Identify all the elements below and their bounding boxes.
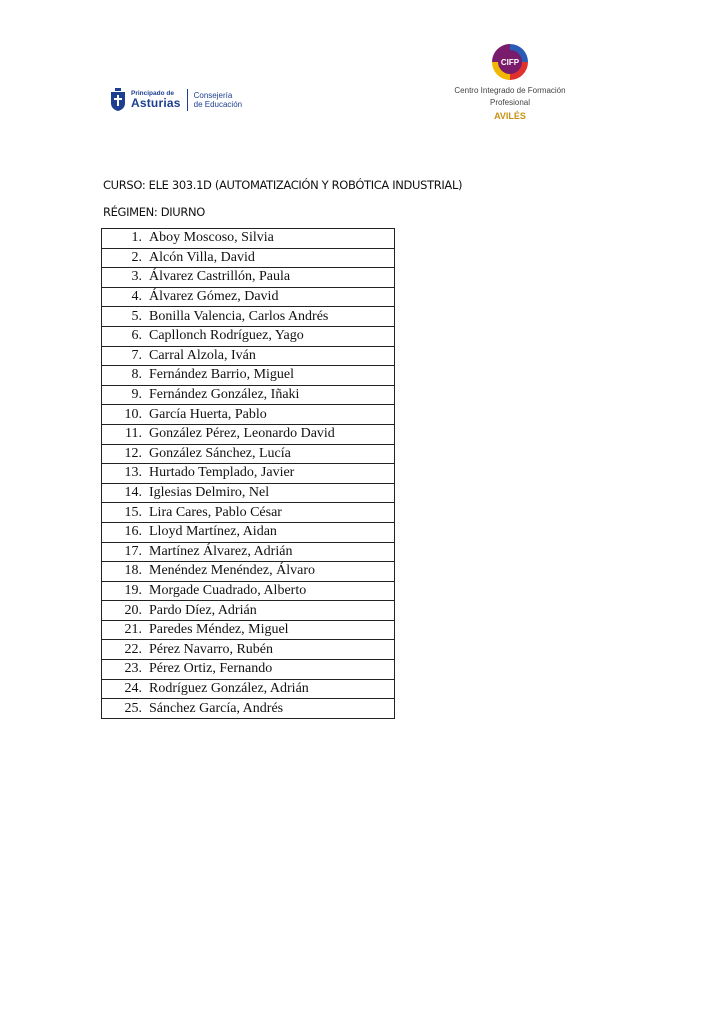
student-name: Martínez Álvarez, Adrián [149,543,293,559]
table-row [102,660,395,680]
student-number: 23. [124,661,142,677]
table-row [102,424,395,444]
student-name: Álvarez Castrillón, Paula [149,269,291,285]
student-cell [102,248,395,268]
student-name: Aboy Moscoso, Silvia [149,230,274,246]
student-number: 20. [124,602,142,618]
logo-consejeria: Consejería [193,90,233,100]
cifp-logo [440,42,580,123]
student-cell [102,483,395,503]
student-number: 1. [131,230,142,246]
student-cell [102,424,395,444]
student-name: García Huerta, Pablo [149,406,267,422]
student-name: Bonilla Valencia, Carlos Andrés [149,308,329,324]
student-cell [102,307,395,327]
student-number: 13. [124,465,142,481]
student-cell [102,287,395,307]
student-cell [102,346,395,366]
asturias-logo [110,88,242,112]
student-number: 3. [131,269,142,285]
student-cell [102,444,395,464]
student-number: 5. [131,308,142,324]
student-cell [102,679,395,699]
student-name: Alcón Villa, David [149,249,255,265]
logo-principado: Principado de [131,89,174,97]
student-name: Lloyd Martínez, Aidan [149,524,277,540]
table-row [102,581,395,601]
student-number: 7. [131,347,142,363]
student-cell [102,268,395,288]
table-row [102,268,395,288]
student-name: Iglesias Delmiro, Nel [149,485,270,501]
table-row [102,483,395,503]
table-row [102,503,395,523]
table-row [102,444,395,464]
student-cell [102,640,395,660]
cifp-name-line2: Profesional [489,98,531,107]
student-name: Capllonch Rodríguez, Yago [149,328,304,344]
student-number: 11. [125,426,142,442]
student-cell [102,542,395,562]
table-row [102,640,395,660]
cifp-emblem-icon [490,42,530,82]
student-number: 16. [124,524,142,540]
table-row [102,699,395,719]
student-number: 9. [131,387,142,403]
student-cell [102,620,395,640]
student-name: Morgade Cuadrado, Alberto [149,582,307,598]
student-number: 19. [124,582,142,598]
table-row [102,620,395,640]
student-number: 17. [124,543,142,559]
student-number: 10. [124,406,142,422]
student-number: 12. [124,445,142,461]
course-heading: CURSO: ELE 303.1D (AUTOMATIZACIÓN Y ROBÓTICA INDUSTRIAL) [103,178,463,192]
cifp-name-line1: Centro Integrado de Formación [454,86,566,95]
student-number: 14. [124,485,142,501]
student-cell [102,699,395,719]
table-row [102,326,395,346]
student-cell [102,326,395,346]
student-name: González Pérez, Leonardo David [149,426,335,442]
table-row [102,679,395,699]
student-cell [102,366,395,386]
student-cell [102,660,395,680]
table-row [102,287,395,307]
regime-heading: RÉGIMEN: DIURNO [103,205,205,219]
table-row [102,346,395,366]
student-name: Carral Alzola, Iván [149,347,256,363]
student-cell [102,503,395,523]
table-row [102,464,395,484]
student-cell [102,581,395,601]
student-table [101,228,395,719]
student-name: Fernández González, Iñaki [149,387,300,403]
table-row [102,229,395,249]
student-cell [102,522,395,542]
student-name: Hurtado Templado, Javier [149,465,295,481]
student-number: 15. [124,504,142,520]
table-row [102,307,395,327]
student-name: Pérez Navarro, Rubén [149,641,274,657]
student-name: Lira Cares, Pablo César [149,504,282,520]
table-row [102,601,395,621]
table-row [102,385,395,405]
logo-divider [187,89,188,111]
student-number: 18. [124,563,142,579]
student-number: 21. [124,622,142,638]
student-name: Paredes Méndez, Miguel [149,622,289,638]
cifp-mark-text: CIFP [500,58,520,67]
cifp-city: AVILÉS [494,111,526,121]
student-cell [102,601,395,621]
student-cell [102,229,395,249]
student-name: González Sánchez, Lucía [149,445,291,461]
student-number: 22. [124,641,142,657]
student-name: Rodríguez González, Adrián [149,680,309,696]
student-number: 2. [131,249,142,265]
asturias-crest-icon [110,88,126,112]
table-row [102,366,395,386]
student-name: Álvarez Gómez, David [149,289,279,305]
student-cell [102,385,395,405]
student-name: Sánchez García, Andrés [149,700,284,716]
student-name: Pardo Díez, Adrián [149,602,257,618]
table-row [102,405,395,425]
student-number: 24. [124,680,142,696]
student-number: 6. [131,328,142,344]
table-row [102,562,395,582]
student-number: 8. [131,367,142,383]
student-name: Pérez Ortiz, Fernando [149,661,273,677]
table-row [102,522,395,542]
student-number: 4. [131,289,142,305]
logo-educacion: de Educación [193,100,243,109]
student-number: 25. [124,700,142,716]
table-row [102,542,395,562]
student-name: Menéndez Menéndez, Álvaro [149,563,315,579]
student-cell [102,562,395,582]
student-cell [102,464,395,484]
logo-asturias: Asturias [131,96,181,111]
student-name: Fernández Barrio, Miguel [149,367,295,383]
student-cell [102,405,395,425]
table-row [102,248,395,268]
